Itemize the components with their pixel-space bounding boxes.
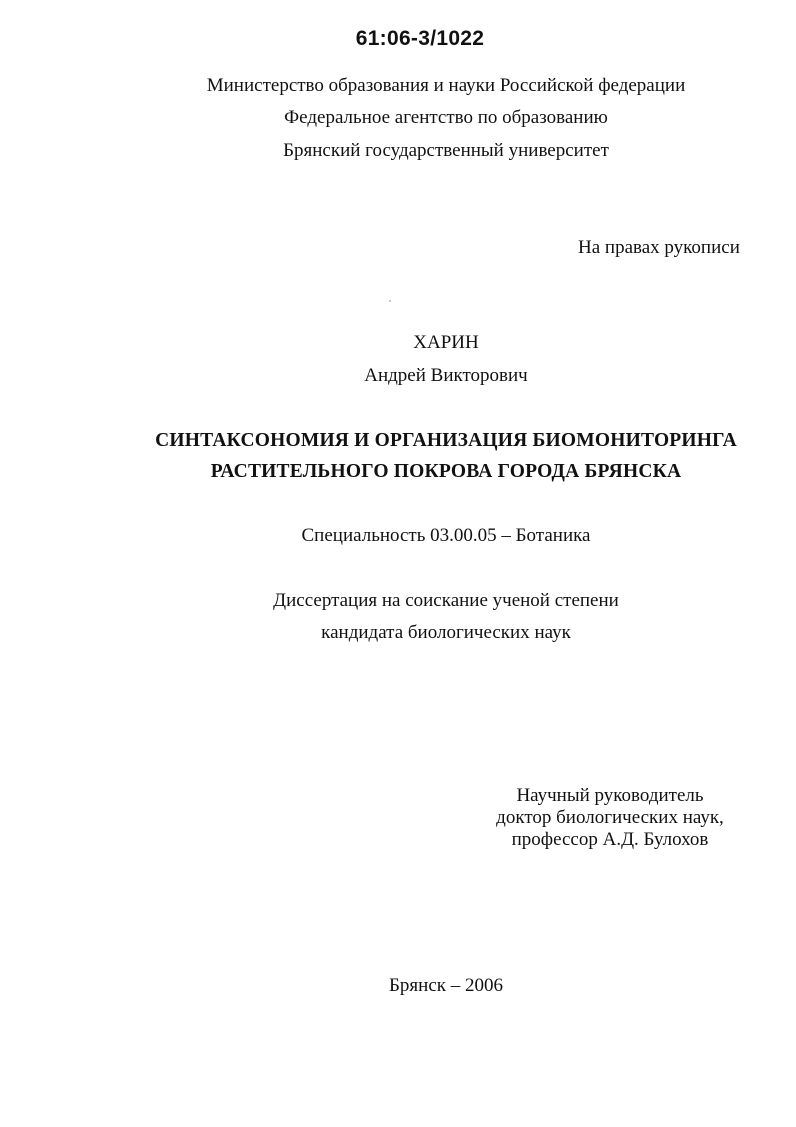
scan-speck (389, 300, 391, 302)
agency-name: Федеральное агентство по образованию (284, 107, 608, 128)
supervisor-degree: доктор биологических наук, (496, 807, 724, 828)
specialty: Специальность 03.00.05 – Ботаника (301, 525, 591, 546)
thesis-title-line-2: РАСТИТЕЛЬНОГО ПОКРОВА ГОРОДА БРЯНСКА (210, 461, 682, 482)
supervisor-name: профессор А.Д. Булохов (511, 829, 709, 850)
author-given-names: Андрей Викторович (364, 365, 528, 386)
thesis-title-line-1: СИНТАКСОНОМИЯ И ОРГАНИЗАЦИЯ БИОМОНИТОРИНГА (155, 430, 737, 451)
ministry-name: Министерство образования и науки Российской федерации (206, 75, 686, 96)
registration-code: 61:06-3/1022 (355, 27, 485, 50)
author-surname: ХАРИН (413, 332, 479, 353)
degree-line-2: кандидата биологических наук (321, 622, 571, 643)
university-name: Брянский государственный университет (283, 140, 609, 161)
supervisor-role: Научный руководитель (516, 785, 704, 806)
place-and-year: Брянск – 2006 (389, 975, 503, 996)
rights-notice: На правах рукописи (578, 237, 740, 258)
degree-line-1: Диссертация на соискание ученой степени (273, 590, 619, 611)
